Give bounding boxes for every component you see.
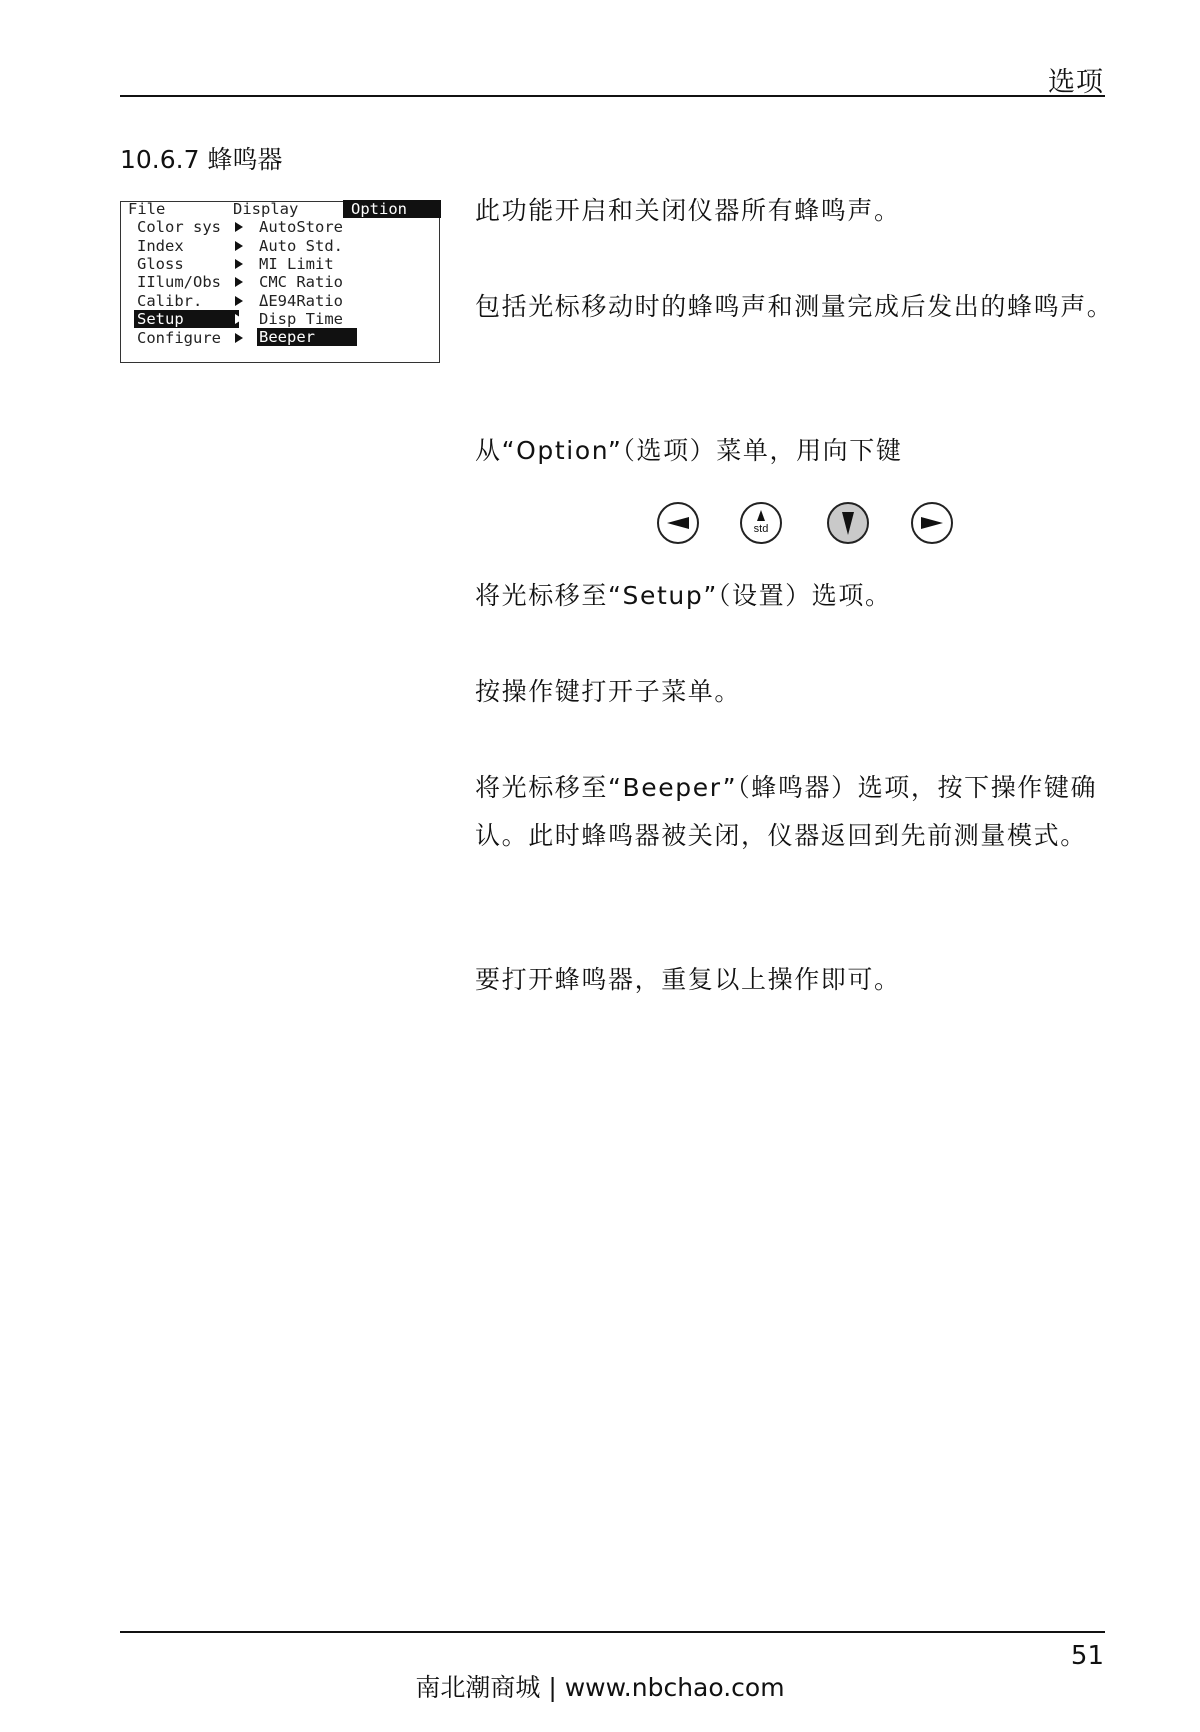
paragraph-open-submenu: 按操作键打开子菜单。 (475, 677, 742, 706)
header-divider (120, 95, 1105, 97)
menu-display: Display (233, 200, 299, 218)
paragraph-includes: 包括光标移动时的蜂鸣声和测量完成后发出的蜂鸣声。 (475, 292, 1114, 321)
submenu-item-mi-limit: MI Limit (259, 255, 334, 273)
instrument-menu-screen (120, 201, 440, 363)
submenu-arrow-icon (235, 277, 243, 287)
running-header: 选项 (1048, 67, 1104, 98)
down-arrow-key-icon (827, 502, 869, 544)
page-number: 51 (1070, 1641, 1104, 1671)
navigation-keys (655, 502, 955, 546)
submenu-arrow-icon (235, 259, 243, 269)
submenu-arrow-icon (235, 241, 243, 251)
paragraph-from-option: 从“Option”（选项）菜单，用向下键 (475, 436, 903, 465)
menu-item-calibr: Calibr. (137, 292, 203, 310)
submenu-item-autostore: AutoStore (259, 218, 343, 236)
paragraph-turn-on: 要打开蜂鸣器，重复以上操作即可。 (475, 965, 901, 994)
std-key-label: std (753, 523, 769, 535)
submenu-arrow-icon (235, 222, 243, 232)
menu-option-selected: Option (343, 200, 441, 218)
paragraph-move-to-setup: 将光标移至“Setup”（设置）选项。 (475, 581, 892, 610)
submenu-arrow-icon (235, 333, 243, 343)
submenu-item-de94-ratio: ΔE94Ratio (259, 292, 343, 310)
menu-item-configure: Configure (137, 329, 221, 347)
submenu-arrow-icon (235, 296, 243, 306)
menu-item-setup-selected: Setup (134, 310, 239, 328)
paragraph-move-to-beeper: 将光标移至“Beeper”（蜂鸣器）选项，按下操作键确认。此时蜂鸣器被关闭，仪器返回到先前测量模式。 (475, 773, 1098, 850)
menu-item-gloss: Gloss (137, 255, 184, 273)
paragraph-intro: 此功能开启和关闭仪器所有蜂鸣声。 (475, 196, 901, 225)
submenu-item-cmc-ratio: CMC Ratio (259, 273, 343, 291)
submenu-item-disp-time: Disp Time (259, 310, 343, 328)
right-arrow-key-icon (911, 502, 953, 544)
footer-divider (120, 1631, 1105, 1633)
menu-item-illum-obs: IIlum/Obs (137, 273, 221, 291)
section-title: 10.6.7 蜂鸣器 (120, 145, 283, 174)
up-std-key-icon (740, 502, 782, 544)
left-arrow-key-icon (657, 502, 699, 544)
submenu-item-beeper-selected: Beeper (257, 328, 357, 346)
menu-file: File (128, 200, 166, 218)
menu-item-index: Index (137, 237, 184, 255)
submenu-item-auto-std: Auto Std. (259, 237, 343, 255)
menu-item-color-sys: Color sys (137, 218, 221, 236)
footer-source: 南北潮商城 | www.nbchao.com (415, 1673, 785, 1702)
submenu-arrow-icon (235, 314, 243, 324)
